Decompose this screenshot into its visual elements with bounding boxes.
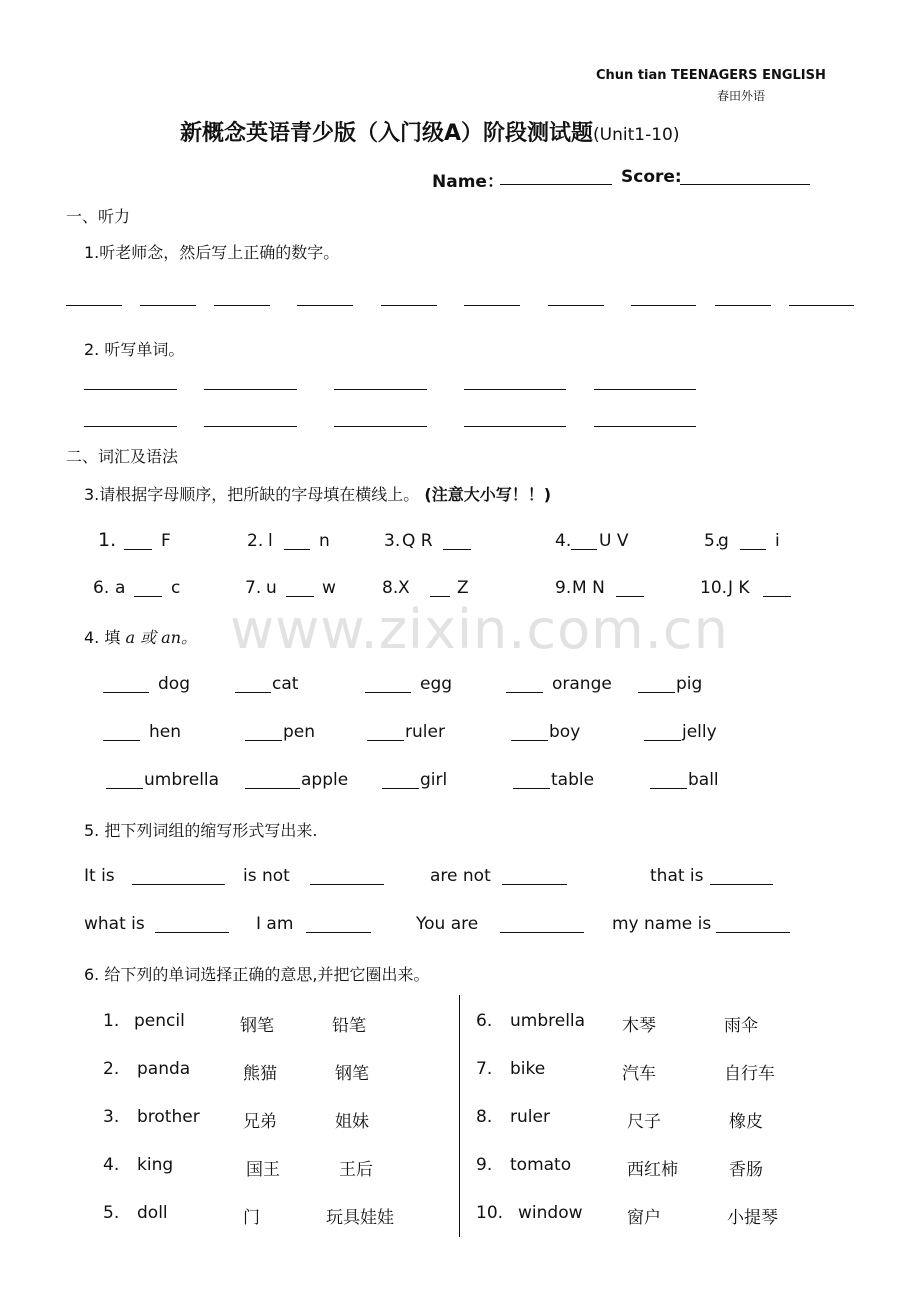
org-name-cn: 春田外语	[717, 89, 766, 103]
q3-item-number: 5.	[704, 531, 721, 551]
article-blank[interactable]	[367, 740, 404, 741]
q5-phrase: is not	[243, 866, 290, 886]
letter-blank[interactable]	[571, 549, 597, 550]
q6-item-number: 7.	[476, 1059, 493, 1079]
q3-item-number: 1.	[98, 529, 117, 551]
q4-word: ball	[688, 770, 719, 790]
contraction-blank[interactable]	[716, 932, 790, 933]
answer-blank[interactable]	[548, 305, 604, 306]
article-blank[interactable]	[511, 740, 548, 741]
q4-word: dog	[158, 674, 190, 694]
letter-blank[interactable]	[763, 596, 791, 597]
contraction-blank[interactable]	[155, 932, 229, 933]
score-label: Score:	[621, 167, 682, 187]
answer-blank[interactable]	[204, 426, 297, 427]
answer-blank[interactable]	[84, 389, 177, 390]
answer-blank[interactable]	[334, 426, 427, 427]
q3-instruction	[84, 482, 551, 505]
article-blank[interactable]	[365, 692, 411, 693]
q3-item-number: 3.	[384, 531, 401, 551]
q3-text: 3.请根据字母顺序，把所缺的字母填在横线上。	[84, 485, 420, 504]
name-blank[interactable]	[500, 184, 612, 185]
q3-letter: u	[266, 578, 277, 598]
q6-item-number: 3.	[103, 1107, 120, 1127]
article-blank[interactable]	[506, 692, 543, 693]
letter-blank[interactable]	[443, 549, 471, 550]
q4-word: hen	[149, 722, 182, 742]
q6-word: doll	[137, 1203, 168, 1223]
q6-choice[interactable]: 铅笔	[332, 1016, 366, 1036]
watermark: www.zixin.com.cn	[230, 598, 729, 661]
q6-choice[interactable]: 窗户	[627, 1208, 661, 1228]
article-blank[interactable]	[235, 692, 271, 693]
q4-label: 4. 填	[84, 628, 121, 647]
letter-blank[interactable]	[284, 549, 310, 550]
q6-choice[interactable]: 尺子	[627, 1112, 661, 1132]
score-blank[interactable]	[680, 184, 810, 185]
q5-phrase: my name is	[612, 914, 712, 934]
q3-letter: g	[718, 531, 729, 551]
q6-item-number: 6.	[476, 1011, 493, 1031]
q6-choice[interactable]: 熊猫	[243, 1064, 277, 1084]
q4-word: table	[551, 770, 595, 790]
q1-instruction: 1.听老师念，然后写上正确的数字。	[84, 243, 340, 262]
answer-blank[interactable]	[464, 426, 566, 427]
q6-item-number: 9.	[476, 1155, 493, 1175]
q6-word: pencil	[134, 1011, 185, 1031]
article-blank[interactable]	[382, 788, 419, 789]
q6-choice[interactable]: 王后	[339, 1160, 373, 1180]
q6-item-number: 2.	[103, 1059, 120, 1079]
letter-blank[interactable]	[740, 549, 766, 550]
q4-word: cat	[272, 674, 299, 694]
q4-word: girl	[420, 770, 448, 790]
answer-blank[interactable]	[204, 389, 297, 390]
contraction-blank[interactable]	[500, 932, 584, 933]
q6-choice[interactable]: 门	[243, 1208, 260, 1228]
title-main: 新概念英语青少版（入门级A）阶段测试题	[180, 121, 594, 146]
q3-letter: n	[319, 531, 330, 551]
q5-instruction: 5. 把下列词组的缩写形式写出来.	[84, 821, 318, 840]
contraction-blank[interactable]	[710, 884, 773, 885]
q6-choice[interactable]: 兄弟	[243, 1112, 277, 1132]
q3-letter: J K	[728, 578, 750, 598]
article-blank[interactable]	[106, 788, 143, 789]
q6-choice[interactable]: 姐妹	[335, 1112, 369, 1132]
q6-choice[interactable]: 玩具娃娃	[326, 1208, 394, 1228]
answer-blank[interactable]	[594, 426, 696, 427]
q5-phrase: You are	[416, 914, 479, 934]
q3-letter: a	[115, 578, 126, 598]
answer-blank[interactable]	[789, 305, 854, 306]
q6-word: window	[518, 1203, 583, 1223]
contraction-blank[interactable]	[132, 884, 225, 885]
q3-letter: Q R	[402, 531, 433, 551]
q3-letter: l	[268, 531, 273, 551]
q4-word: boy	[549, 722, 581, 742]
q6-choice[interactable]: 木琴	[622, 1016, 656, 1036]
q3-item-number: 4.	[555, 531, 572, 551]
q6-item-number: 1.	[103, 1011, 120, 1031]
answer-blank[interactable]	[631, 305, 696, 306]
contraction-blank[interactable]	[502, 884, 567, 885]
q5-phrase: I am	[256, 914, 294, 934]
q6-choice[interactable]: 自行车	[724, 1064, 775, 1084]
q3-item-number: 8.	[382, 578, 399, 598]
q6-choice[interactable]: 橡皮	[729, 1112, 763, 1132]
answer-blank[interactable]	[464, 305, 520, 306]
q6-choice[interactable]: 雨伞	[724, 1016, 758, 1036]
article-blank[interactable]	[650, 788, 687, 789]
q6-choice[interactable]: 小提琴	[727, 1208, 778, 1228]
answer-blank[interactable]	[66, 305, 122, 306]
q4-options: a 或 an。	[125, 628, 198, 647]
q5-phrase: It is	[84, 866, 115, 886]
letter-blank[interactable]	[616, 596, 644, 597]
article-blank[interactable]	[245, 740, 282, 741]
q4-word: egg	[420, 674, 453, 694]
q6-word: umbrella	[510, 1011, 586, 1031]
answer-blank[interactable]	[140, 305, 196, 306]
section-2-heading: 二、词汇及语法	[66, 447, 179, 466]
section-1-heading: 一、听力	[66, 207, 131, 226]
q6-choice[interactable]: 香肠	[729, 1160, 763, 1180]
answer-blank[interactable]	[334, 389, 427, 390]
q6-instruction: 6. 给下列的单词选择正确的意思,并把它圈出来。	[84, 965, 430, 984]
letter-blank[interactable]	[430, 596, 450, 597]
q4-word: pig	[676, 674, 703, 694]
q2-instruction: 2. 听写单词。	[84, 340, 185, 359]
q3-item-number: 7.	[245, 578, 262, 598]
q3-note: (注意大小写！！)	[424, 485, 552, 504]
q3-letter: U V	[599, 531, 629, 551]
q6-word: brother	[137, 1107, 200, 1127]
contraction-blank[interactable]	[306, 932, 371, 933]
article-blank[interactable]	[245, 788, 300, 789]
answer-blank[interactable]	[297, 305, 353, 306]
q4-word: apple	[301, 770, 349, 790]
article-blank[interactable]	[103, 692, 149, 693]
q5-phrase: that is	[650, 866, 704, 886]
q6-word: bike	[510, 1059, 546, 1079]
article-blank[interactable]	[638, 692, 675, 693]
name-label: Name：	[432, 172, 504, 192]
title-unit: (Unit1-10)	[593, 125, 680, 145]
answer-blank[interactable]	[214, 305, 270, 306]
q3-letter: Z	[457, 578, 469, 598]
q4-word: orange	[552, 674, 612, 694]
org-name-en: Chun tian TEENAGERS ENGLISH	[596, 68, 826, 83]
q6-item-number: 4.	[103, 1155, 120, 1175]
q4-instruction	[84, 625, 197, 648]
letter-blank[interactable]	[134, 596, 162, 597]
q4-word: jelly	[682, 722, 717, 742]
q3-item-number: 2.	[247, 531, 264, 551]
q4-word: pen	[283, 722, 316, 742]
contraction-blank[interactable]	[310, 884, 384, 885]
q6-choice[interactable]: 钢笔	[240, 1016, 274, 1036]
q6-choice[interactable]: 汽车	[622, 1064, 656, 1084]
article-blank[interactable]	[103, 740, 140, 741]
q6-word: tomato	[510, 1155, 572, 1175]
q3-letter: M N	[572, 578, 605, 598]
q6-item-number: 10.	[476, 1203, 504, 1223]
q3-letter: w	[322, 578, 336, 598]
q3-letter: c	[171, 578, 181, 598]
letter-blank[interactable]	[286, 596, 314, 597]
article-blank[interactable]	[644, 740, 681, 741]
answer-blank[interactable]	[594, 389, 696, 390]
q6-word: ruler	[510, 1107, 550, 1127]
q6-choice[interactable]: 钢笔	[335, 1064, 369, 1084]
answer-blank[interactable]	[381, 305, 437, 306]
q3-item-number: 9.	[555, 578, 572, 598]
answer-blank[interactable]	[84, 426, 177, 427]
q4-word: umbrella	[144, 770, 220, 790]
answer-blank[interactable]	[464, 389, 566, 390]
q3-item-number: 6.	[93, 578, 110, 598]
article-blank[interactable]	[513, 788, 550, 789]
q6-word: panda	[137, 1059, 191, 1079]
letter-blank[interactable]	[124, 549, 152, 550]
q6-item-number: 8.	[476, 1107, 493, 1127]
q5-phrase: what is	[84, 914, 145, 934]
q3-item-number: 10.	[700, 578, 728, 598]
answer-blank[interactable]	[715, 305, 771, 306]
q6-word: king	[137, 1155, 174, 1175]
q6-choice[interactable]: 西红柿	[627, 1160, 678, 1180]
q6-item-number: 5.	[103, 1203, 120, 1223]
q5-phrase: are not	[430, 866, 491, 886]
q3-letter: F	[161, 531, 171, 551]
page-title	[180, 116, 679, 147]
q4-word: ruler	[405, 722, 445, 742]
column-divider	[459, 995, 460, 1237]
q6-choice[interactable]: 国王	[246, 1160, 280, 1180]
q3-letter: i	[775, 531, 780, 551]
q3-letter: X	[398, 578, 410, 598]
